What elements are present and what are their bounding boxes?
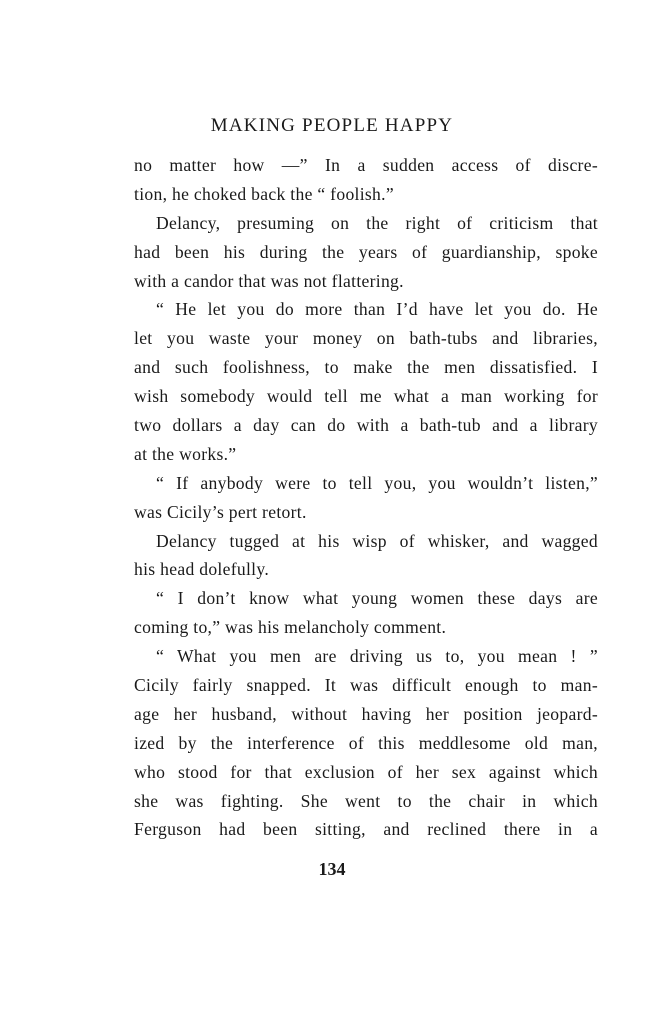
text-line: Ferguson had been sitting, and reclined there in a	[134, 819, 598, 840]
text-line: who stood for that exclusion of her sex against which	[134, 761, 598, 782]
running-header: MAKING PEOPLE HAPPY	[210, 115, 454, 136]
text-line: with a candor that was not flattering.	[134, 270, 404, 291]
body-text	[134, 151, 598, 844]
text-line: no matter how —” In a sudden access of discre-	[134, 155, 598, 175]
text-line: tion, he choked back the “ foolish.”	[134, 183, 394, 204]
text-line: Cicily fairly snapped. It was difficult enough to man-	[134, 675, 598, 696]
text-line: had been his during the years of guardianship, spoke	[134, 241, 598, 262]
page-number: 134	[318, 859, 346, 879]
text-line: Delancy, presuming on the right of criticism that	[156, 212, 598, 233]
text-line: she was fighting. She went to the chair in which	[134, 790, 598, 811]
text-line: “ What you men are driving us to, you mean ! ”	[156, 646, 598, 667]
text-line: let you waste your money on bath-tubs and libraries,	[134, 328, 598, 349]
text-line: at the works.”	[134, 443, 237, 464]
text-line: his head dolefully.	[134, 559, 270, 580]
text-line: coming to,” was his melancholy comment.	[134, 617, 447, 638]
text-line: “ He let you do more than I’d have let you do. He	[156, 299, 598, 320]
text-line: age her husband, without having her position jeopard-	[134, 703, 598, 724]
text-line: “ If anybody were to tell you, you wouldn’t listen,”	[156, 472, 598, 493]
text-line: ized by the interference of this meddlesome old man,	[134, 732, 598, 753]
text-line: two dollars a day can do with a bath-tub and a library	[134, 415, 598, 436]
text-line: Delancy tugged at his wisp of whisker, and wagged	[156, 530, 598, 551]
text-line: and such foolishness, to make the men dissatisfied. I	[134, 357, 598, 378]
text-line: “ I don’t know what young women these days are	[156, 588, 598, 609]
text-line: was Cicily’s pert retort.	[134, 501, 307, 522]
text-line: wish somebody would tell me what a man working for	[134, 386, 598, 407]
